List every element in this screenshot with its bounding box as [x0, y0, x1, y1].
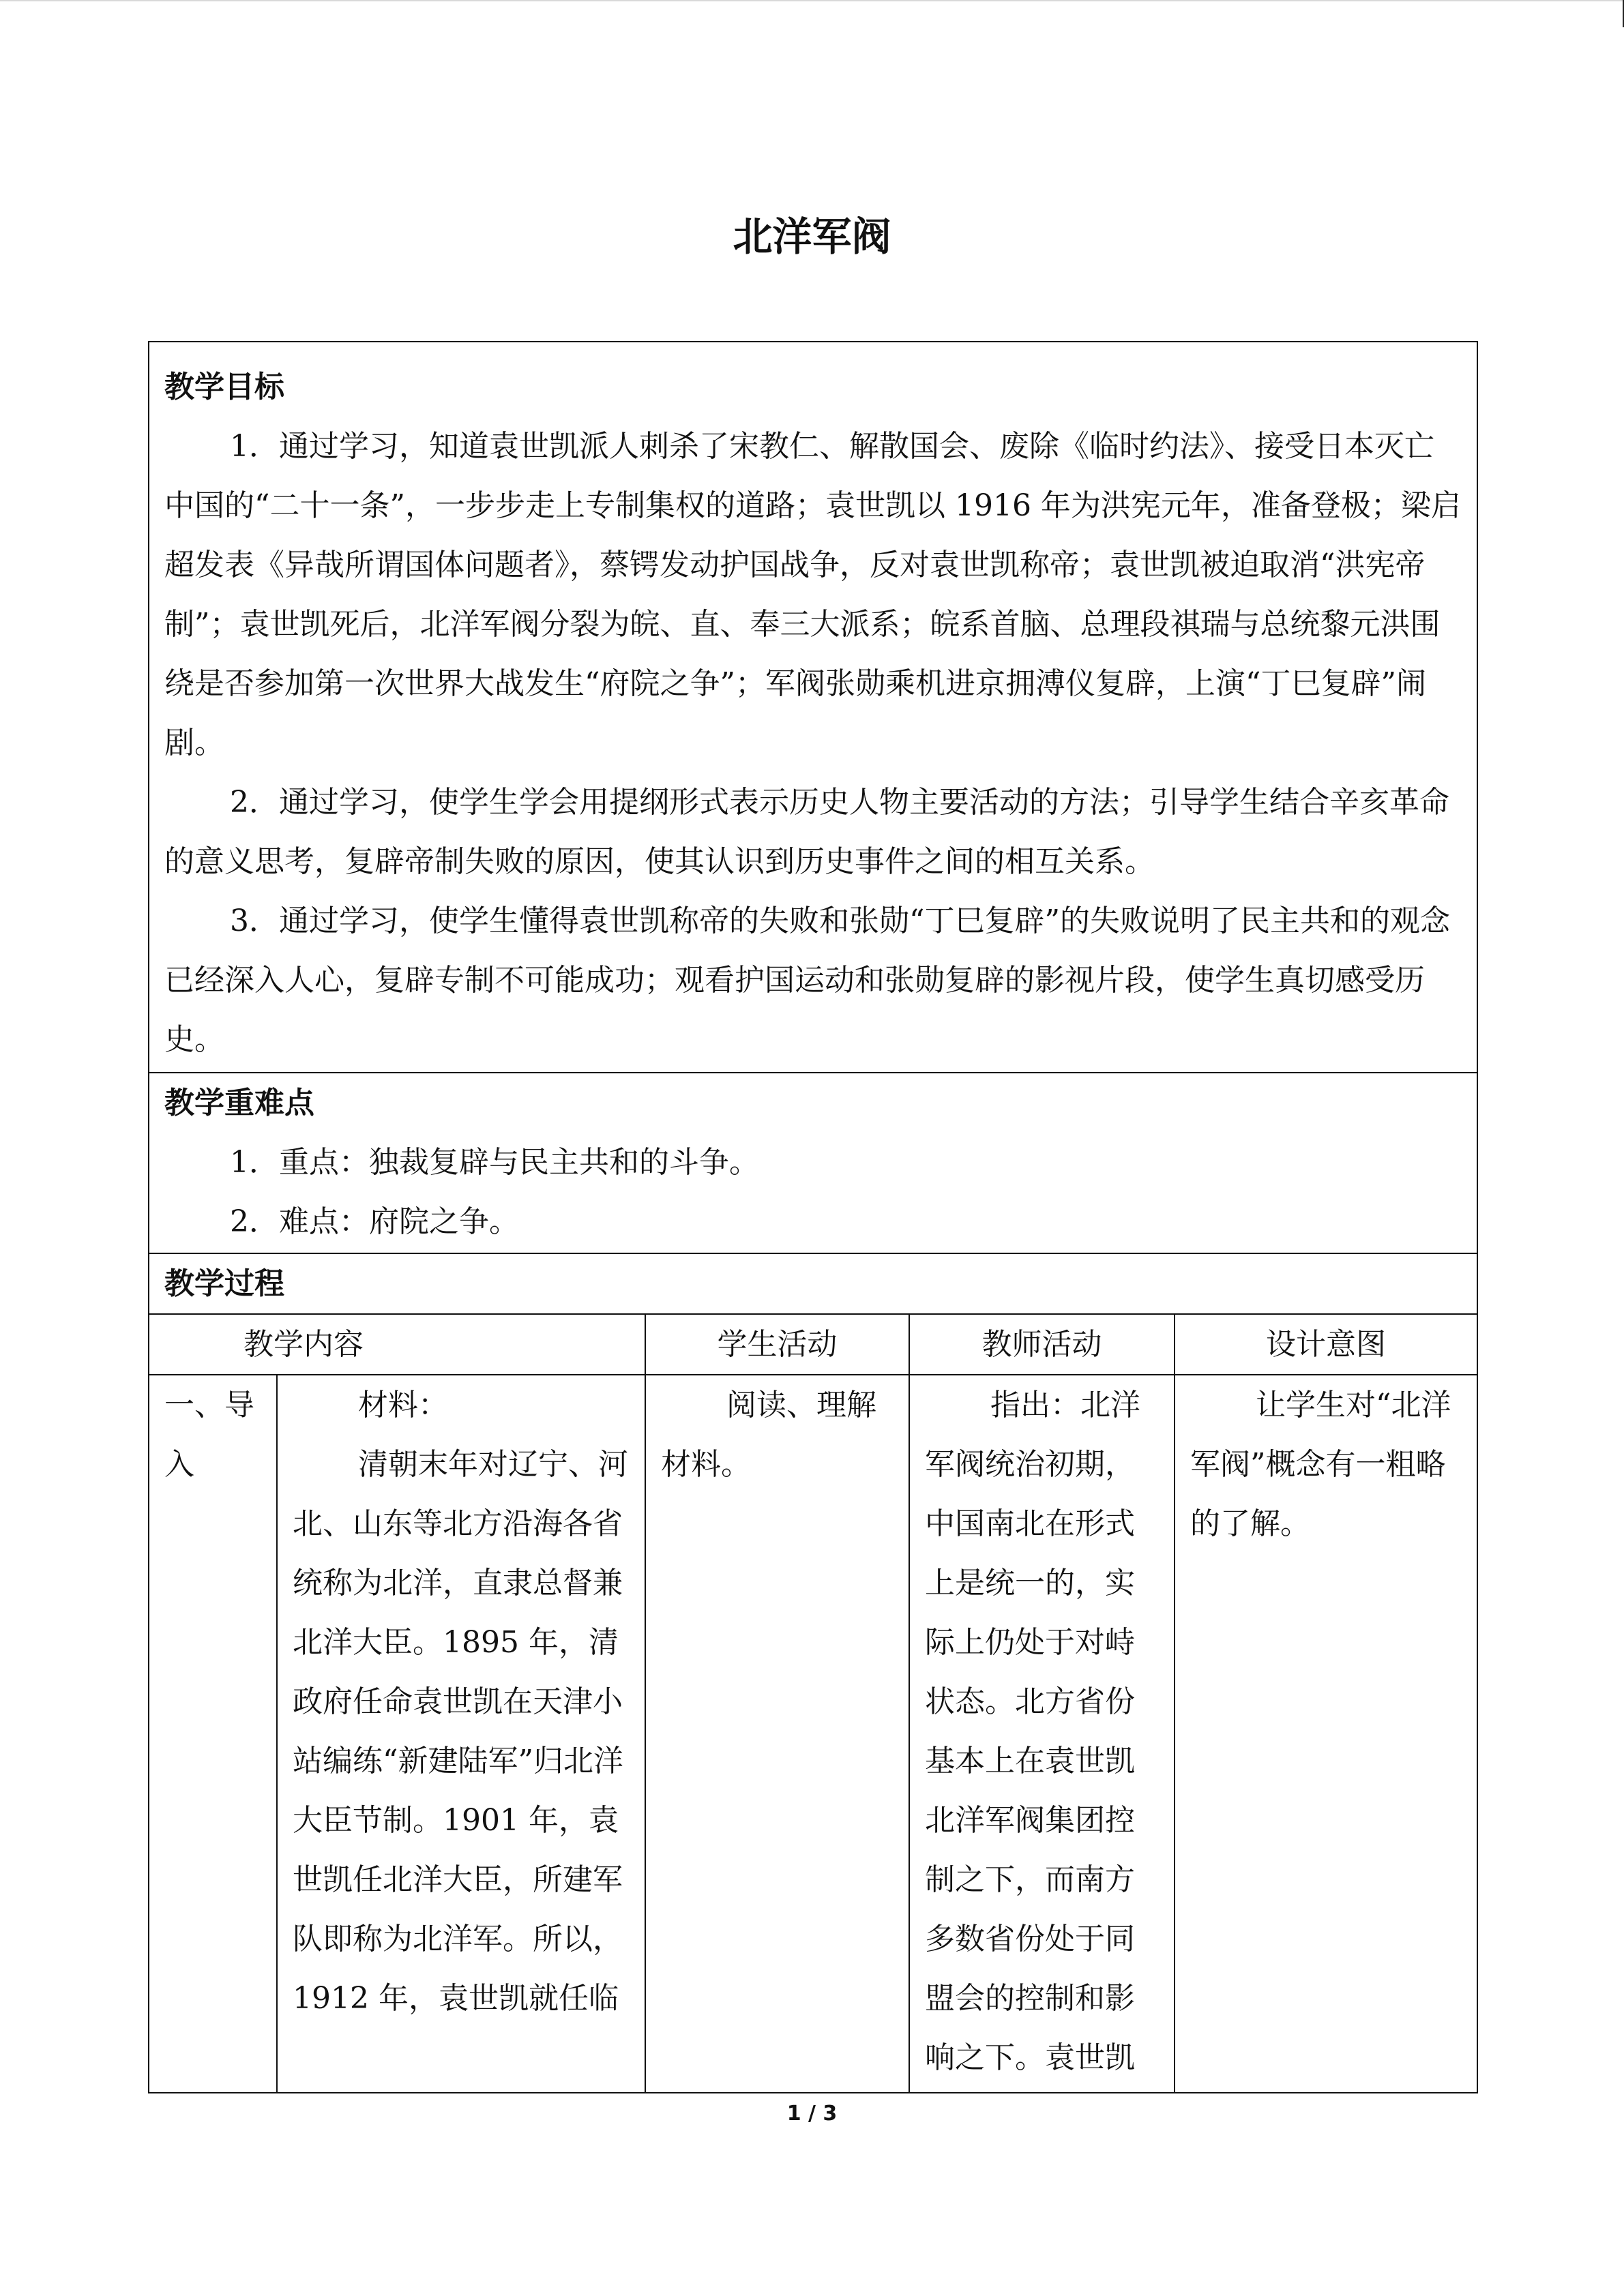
student-activity-cell: [645, 1375, 909, 2093]
design-intent-text: 让学生对“北洋军阀”概念有一粗略的了解。: [1190, 1388, 1451, 1541]
objective-item-2: 2．通过学习，使学生学会用提纲形式表示历史人物主要活动的方法；引导学生结合辛亥革命的意义思考，复辟帝制失败的原因，使其认识到历史事件之间的相互关系。: [164, 785, 1449, 879]
objective-item-3: 3．通过学习，使学生懂得袁世凯称帝的失败和张勋“丁巳复辟”的失败说明了民主共和的观念已经深入人心，复辟专制不可能成功；观看护国运动和张勋复辟的影视片段，使学生真切感受历史。: [164, 904, 1450, 1057]
key-point-item-1: 1．重点：独裁复辟与民主共和的斗争。: [230, 1145, 759, 1180]
key-points-heading: 教学重难点: [164, 1086, 314, 1120]
column-header-student: 学生活动: [645, 1314, 909, 1375]
objectives-section: [149, 342, 1477, 1073]
lesson-plan-table: [148, 341, 1477, 2093]
process-heading: 教学过程: [164, 1266, 284, 1301]
page-number: 1 / 3: [786, 2102, 838, 2126]
objective-item-1: 1．通过学习，知道袁世凯派人刺杀了宋教仁、解散国会、废除《临时约法》、接受日本灭亡中国的“二十一条”，一步步走上专制集权的道路；袁世凯以 1916 年为洪宪元年，准备登极；梁启超发表《异哉所谓国体问题者》，蔡锷发动护国战争，反对袁世凯称帝；袁世凯被迫取消“洪宪帝制”；袁世凯死后，北洋军阀分裂为皖、直、奉三大派系；皖系首脑、总理段祺瑞与总统黎元洪围绕是否参加第一次世界大战发生“府院之争”；军阀张勋乘机进京拥溥仪复辟，上演“丁巳复辟”闹剧。: [164, 429, 1461, 760]
process-section: [149, 1253, 1477, 1314]
table-row: [149, 1375, 1477, 2093]
section-label: 一、导入: [149, 1375, 277, 2093]
content-label: 材料：: [358, 1388, 448, 1422]
teacher-activity-text: 指出：北洋军阀统治初期，中国南北在形式上是统一的，实际上仍处于对峙状态。北方省份基本上在袁世凯北洋军阀集团控制之下，而南方多数省份处于同盟会的控制和影响之下。袁世凯: [925, 1388, 1140, 2075]
content-cell: [277, 1375, 645, 2093]
page-title: 北洋军阀: [733, 213, 891, 260]
top-divider: [0, 0, 1624, 1]
key-points-section: [149, 1073, 1477, 1253]
column-header-intent: 设计意图: [1175, 1314, 1477, 1375]
design-intent-cell: [1175, 1375, 1477, 2093]
process-column-headers: [149, 1314, 1477, 1375]
key-point-item-2: 2．难点：府院之争。: [230, 1204, 519, 1239]
column-header-teacher: 教师活动: [909, 1314, 1175, 1375]
column-header-content: 教学内容: [149, 1314, 645, 1375]
objectives-heading: 教学目标: [164, 370, 284, 404]
teacher-activity-cell: [909, 1375, 1175, 2093]
student-activity-text: 阅读、理解材料。: [661, 1388, 876, 1482]
content-text: 清朝末年对辽宁、河北、山东等北方沿海各省统称为北洋，直隶总督兼北洋大臣。1895 年，清政府任命袁世凯在天津小站编练“新建陆军”归北洋大臣节制。1901 年，袁世凯任北洋大臣，所建军队即称为北洋军。所以，1912 年，袁世凯就任临: [293, 1447, 628, 2016]
